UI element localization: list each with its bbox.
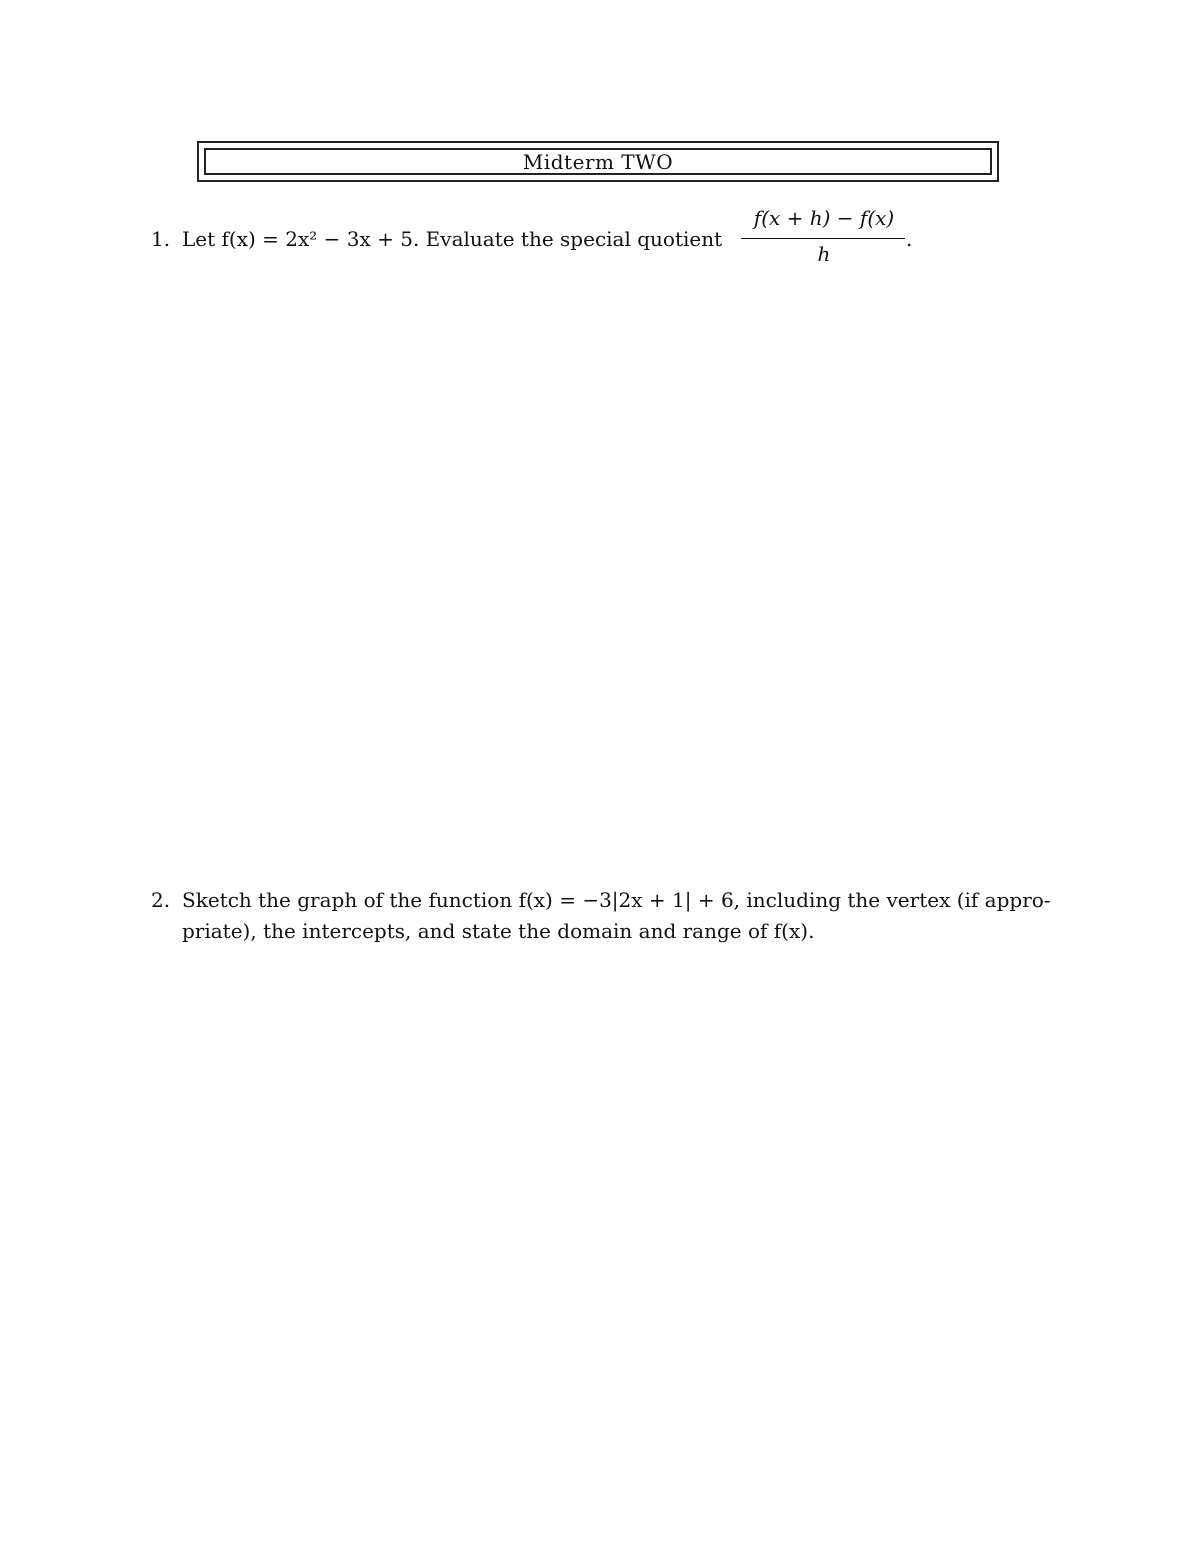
fraction-numerator: f(x + h) − f(x) xyxy=(753,206,895,230)
question-2 xyxy=(151,885,1071,947)
page-title: Midterm TWO xyxy=(522,149,674,174)
question-number: 2. xyxy=(151,888,171,912)
question-text-line-1: Sketch the graph of the function f(x) = −3|2x + 1| + 6, including the vertex (if appro- xyxy=(182,888,1051,912)
question-1-period: . xyxy=(906,227,913,251)
question-text: Let f(x) = 2x² − 3x + 5. Evaluate the special quotient xyxy=(182,227,723,251)
fraction-bar xyxy=(741,238,905,239)
title-box-inner xyxy=(204,148,992,175)
question-text-line-2: priate), the intercepts, and state the domain and range of f(x). xyxy=(182,919,815,943)
difference-quotient-fraction xyxy=(741,206,907,266)
question-1 xyxy=(151,224,1051,264)
question-number: 1. xyxy=(151,227,171,251)
fraction-denominator: h xyxy=(817,242,831,266)
title-box xyxy=(197,141,999,182)
